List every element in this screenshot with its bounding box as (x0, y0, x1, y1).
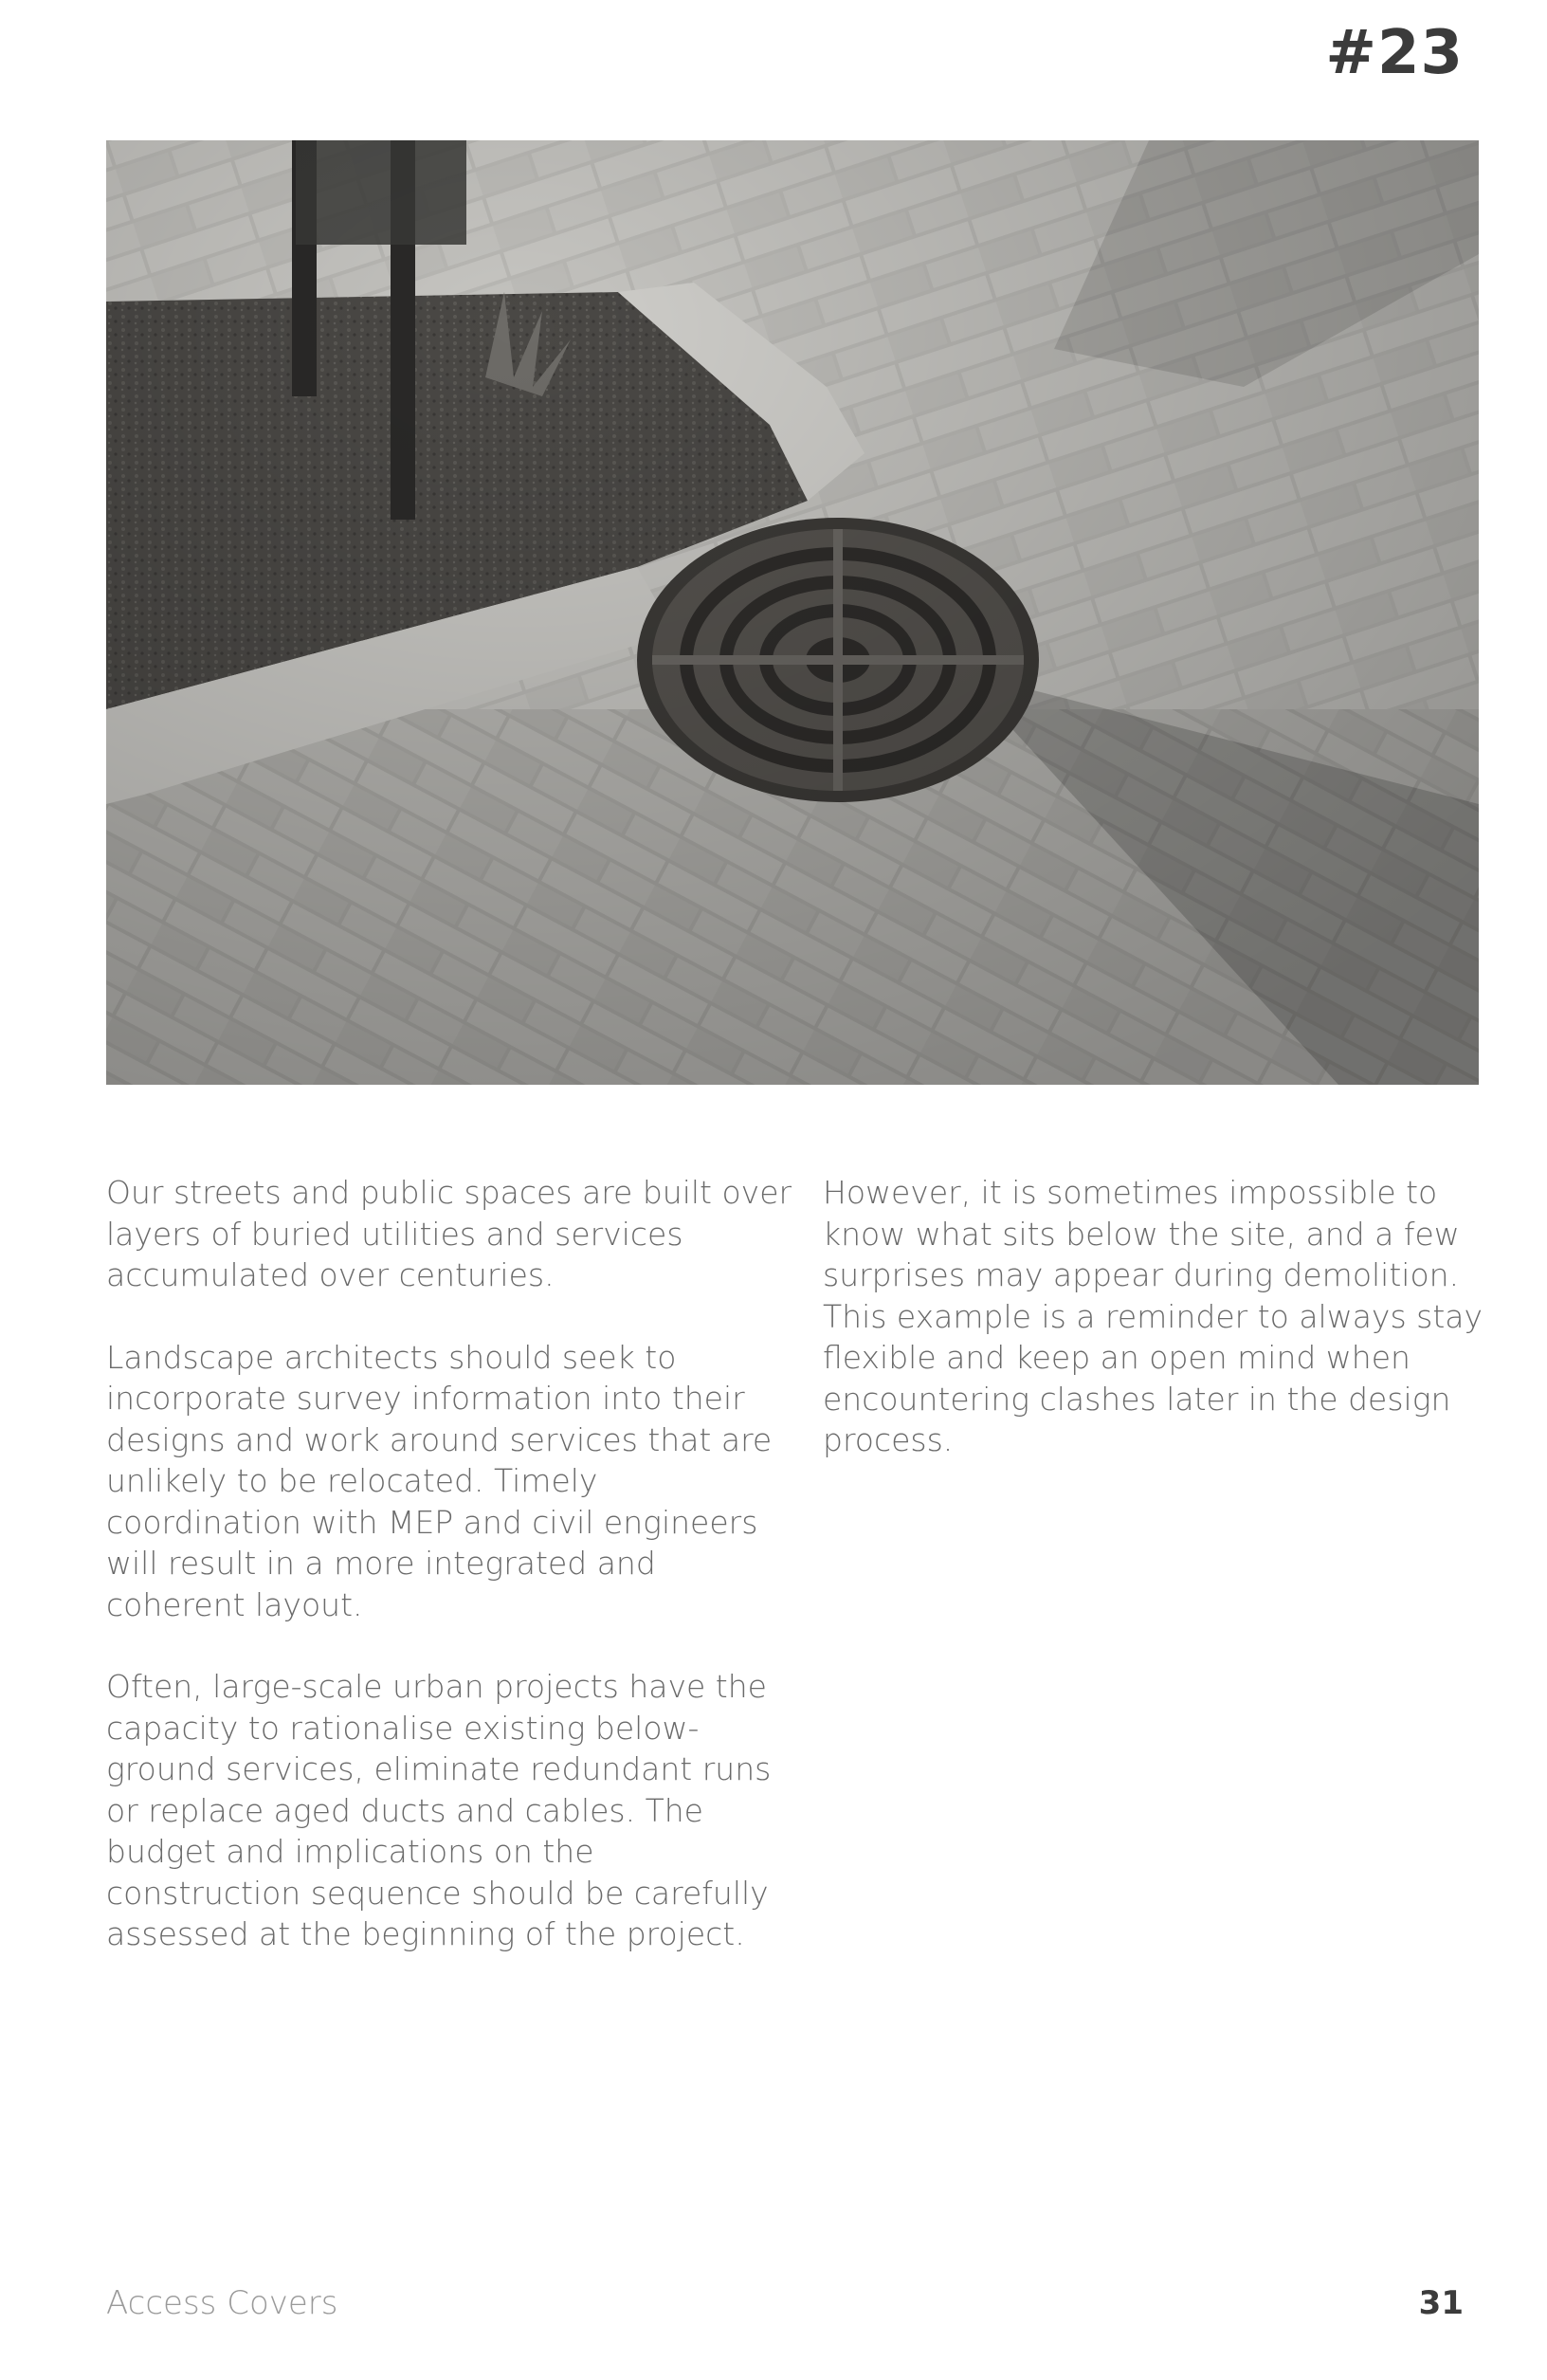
paragraph: However, it is sometimes impossible to know what sits below the site, and a few surprises may appear during demolition. This example is a reminder to always stay flexible and keep an open mind when encountering clashes later in the design process. (823, 1174, 1483, 1458)
photo-manhole-cover (106, 140, 1479, 1085)
item-number: #23 (1325, 18, 1464, 88)
body-column-right (823, 1172, 1486, 1502)
body-column-left (106, 1172, 798, 1996)
paragraph: Often, large-scale urban projects have the capacity to rationalise existing below-ground services, eliminate redundant runs or replace aged ducts and cables. The budget and implications on the construction sequence should be carefully assessed at the beginning of the project. (106, 1668, 772, 1952)
manhole-cover-in-paving-icon (106, 140, 1479, 1085)
footer-section-title: Access Covers (106, 2284, 338, 2322)
paragraph: Landscape architects should seek to incorporate survey information into their designs and work around services that are unlikely to be relocated. Timely coordination with MEP and civil engineers will result in a more integrated and coherent layout. (106, 1338, 773, 1623)
footer-page-number: 31 (1418, 2284, 1464, 2322)
paragraph: Our streets and public spaces are built over layers of buried utilities and services accumulated over centuries. (106, 1174, 792, 1293)
